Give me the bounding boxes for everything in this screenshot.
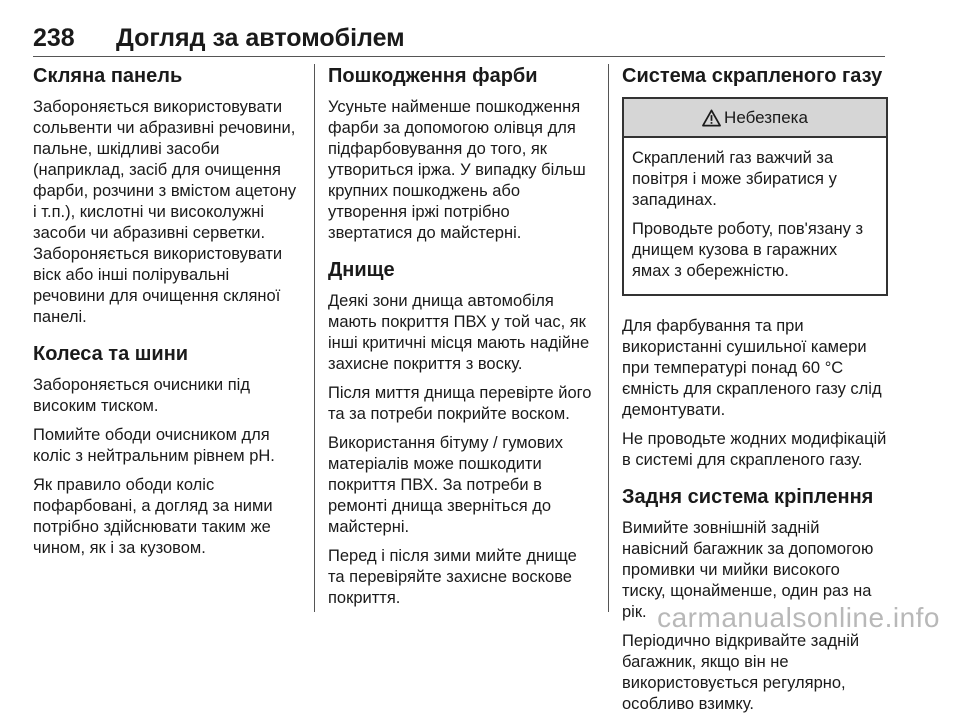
warning-box: [622, 97, 888, 296]
warning-paragraph: Проводьте роботу, пов'язану з днищем кузова в гаражних ямах з обережністю.: [632, 220, 864, 280]
warning-paragraph: Скраплений газ важчий за повітря і може збиратися у западинах.: [632, 149, 837, 209]
paragraph: Використання бітуму / гумових матеріалів може пошкодити покриття ПВХ. За потреби в ремонті днища зверніться до майстерні.: [328, 434, 564, 536]
column-divider: [314, 64, 315, 612]
column-left: [33, 64, 303, 567]
warning-body: [624, 138, 886, 294]
paragraph: Періодично відкривайте задній багажник, якщо він не використовується регулярно, особливо взимку.: [622, 632, 860, 713]
page-header: [33, 18, 885, 57]
column-middle: [328, 64, 596, 617]
warning-label: Небезпека: [724, 107, 808, 127]
section-title-glass-panel: Скляна панель: [33, 65, 183, 87]
warning-header: [624, 99, 886, 138]
paragraph: Помийте ободи очисником для коліс з нейтральним рівнем pH.: [33, 426, 275, 465]
section-title-wheels-tyres: Колеса та шини: [33, 343, 189, 365]
warning-triangle-icon: [702, 109, 721, 127]
paragraph: Для фарбування та при використанні сушильної камери при температурі понад 60 °C ємність для скрапленого газу слід демонтувати.: [622, 317, 882, 419]
paragraph: Не проводьте жодних модифікацій в системі для скрапленого газу.: [622, 430, 887, 469]
column-divider: [608, 64, 609, 612]
paragraph: Забороняється очисники під високим тиском.: [33, 376, 250, 415]
paragraph: Вимийте зовнішній задній навісний багажник за допомогою промивки чи мийки високого тиску, щонайменше, один раз на рік.: [622, 519, 874, 621]
paragraph: Усуньте найменше пошкодження фарби за допомогою олівця для підфарбовування до того, як утвориться іржа. У випадку більш крупних пошкоджень або утворення іржі потрібно звертатися до майстерні.: [328, 98, 586, 242]
paragraph: Деякі зони днища автомобіля мають покриття ПВХ у той час, як інші критичні місця мають надійне захисне покриття з воску.: [328, 292, 590, 373]
section-title-paint-damage: Пошкодження фарби: [328, 65, 538, 87]
paragraph: Забороняється використовувати сольвенти чи абразивні речовини, пальне, шкідливі засоби (наприклад, засіб для очищення фарби, розчини з вмістом ацетону і т.п.), кислотні чи високолужні засоби чи абразивні серветки. Забороняється використовувати віск або інші полірувальні речовини для очищення скляної панелі.: [33, 98, 297, 326]
paragraph: Після миття днища перевірте його та за потреби покрийте воском.: [328, 384, 592, 423]
watermark: carmanualsonline.info: [657, 602, 940, 633]
page-number: 238: [33, 24, 75, 52]
paragraph: Перед і після зими мийте днище та перевіряйте захисне воскове покриття.: [328, 547, 577, 607]
page-title: Догляд за автомобілем: [116, 24, 405, 52]
section-title-underbody: Днище: [328, 259, 395, 281]
section-title-lpg-system: Система скрапленого газу: [622, 65, 883, 87]
section-title-rear-carrier: Задня система кріплення: [622, 486, 874, 508]
paragraph: Як правило ободи коліс пофарбовані, а догляд за ними потрібно здійснювати таким же чином, як і за кузовом.: [33, 476, 273, 557]
